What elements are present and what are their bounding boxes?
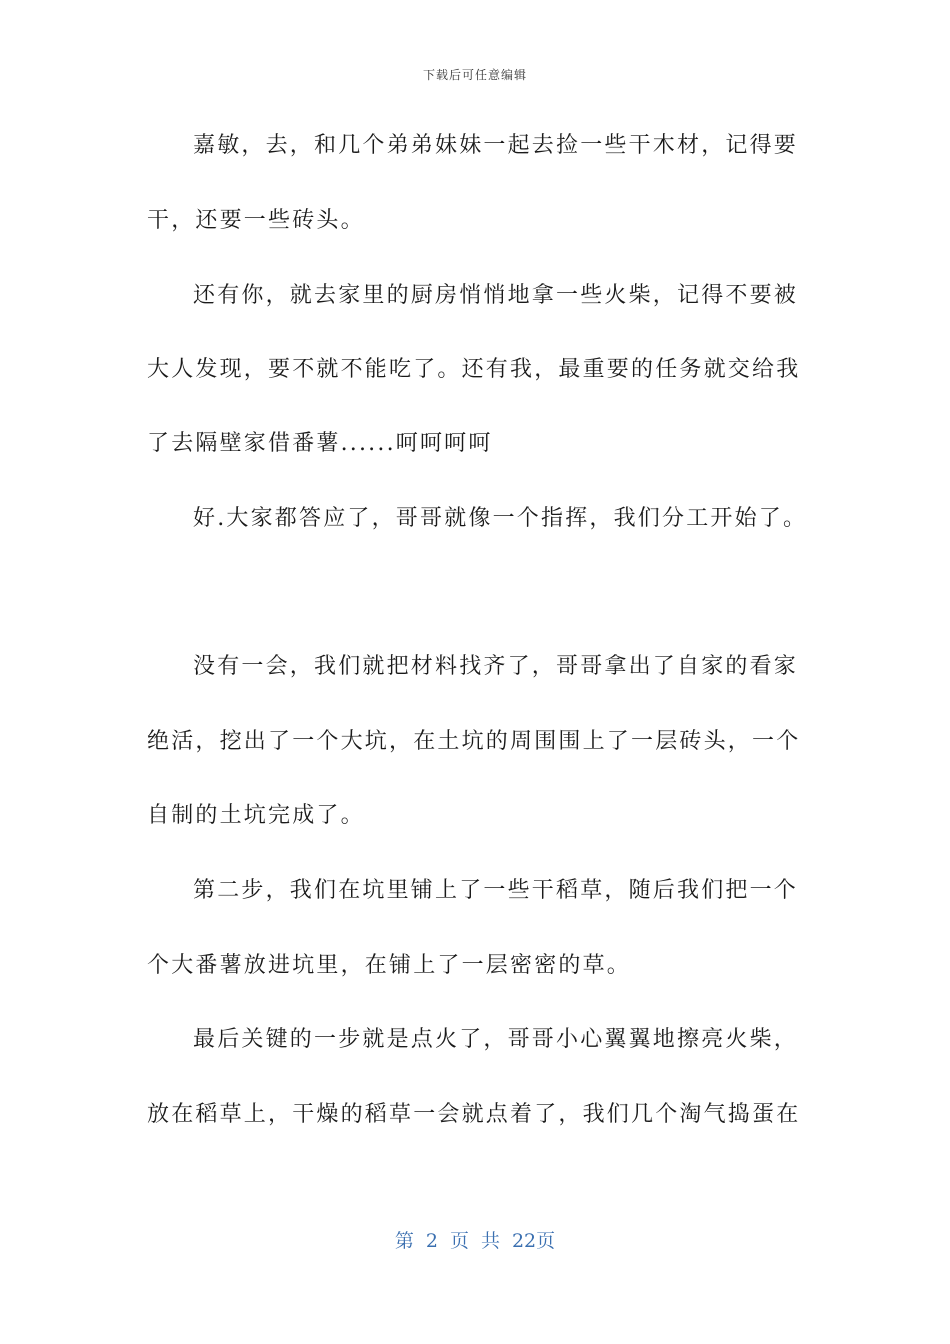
text-line: 第二步，我们在坑里铺上了一些干稻草，随后我们把一个 [193, 878, 799, 903]
footer-total-pages: 22页 [511, 1230, 556, 1252]
text-line: 好.大家都答应了，哥哥就像一个指挥，我们分工开始了。 [193, 506, 808, 531]
footer-ye: 页 [449, 1230, 469, 1252]
text-line: 还有你，就去家里的厨房悄悄地拿一些火柴，记得不要被 [193, 283, 799, 308]
text-line: 了去隔壁家借番薯......呵呵呵呵 [147, 431, 493, 456]
text-line: 干，还要一些砖头。 [147, 208, 365, 233]
text-line: 最后关键的一步就是点火了，哥哥小心翼翼地擦亮火柴， [193, 1027, 799, 1052]
text-line: 放在稻草上，干燥的稻草一会就点着了，我们几个淘气捣蛋在 [147, 1102, 801, 1127]
text-line: 嘉敏，去，和几个弟弟妹妹一起去捡一些干木材，记得要 [193, 133, 799, 158]
footer-gong: 共 [480, 1230, 500, 1252]
footer-di: 第 [394, 1230, 414, 1252]
text-line: 个大番薯放进坑里，在铺上了一层密密的草。 [147, 953, 632, 978]
text-line: 自制的土坑完成了。 [147, 803, 365, 828]
text-line: 大人发现，要不就不能吃了。还有我，最重要的任务就交给我 [147, 357, 801, 382]
text-line: 绝活，挖出了一个大坑，在土坑的周围围上了一层砖头，一个 [147, 729, 801, 754]
footer-page-number: 2 [425, 1230, 438, 1252]
page-header: 下载后可任意编辑 [422, 68, 527, 82]
page-footer [0, 1226, 950, 1253]
text-line: 没有一会，我们就把材料找齐了，哥哥拿出了自家的看家 [193, 654, 799, 679]
